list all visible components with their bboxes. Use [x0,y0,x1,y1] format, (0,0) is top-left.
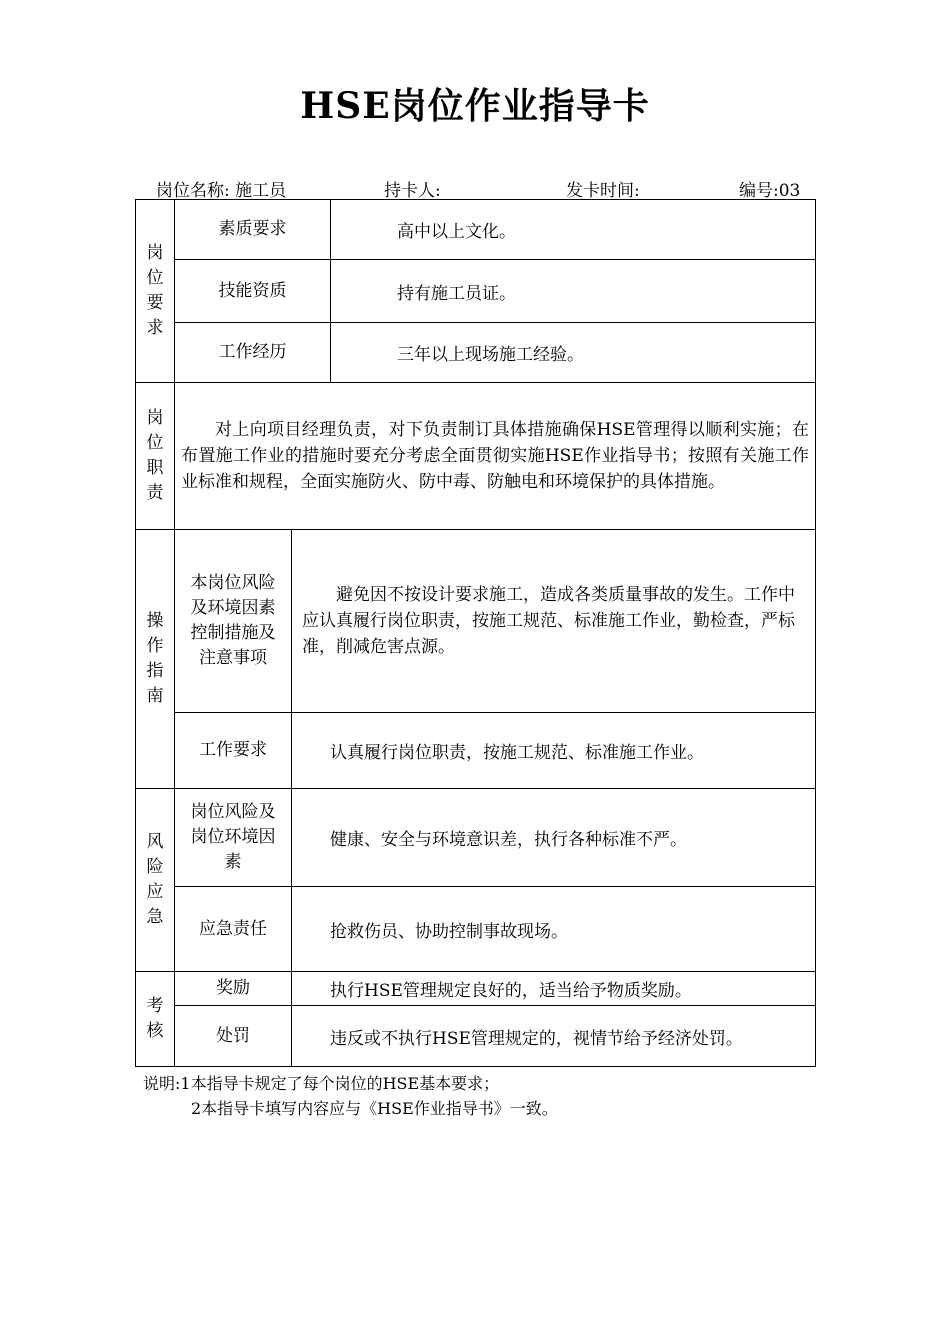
emergency-label: 风 险 应 急 [136,789,175,972]
note-line-2: 2本指导卡填写内容应与《HSE作业指导书》一致。 [191,1099,558,1118]
card-number: 编号:03 [739,181,801,201]
notes [143,1071,558,1121]
experience-value: 三年以上现场施工经验。 [331,323,816,383]
duties-text: 对上向项目经理负责，对下负责制订具体措施确保HSE管理得以顺利实施；在布置施工作业的措施时要充分考虑全面贯彻实施HSE作业指导书；按照有关施工作业标准和规程，全面实施防火、防中毒、防触电和环境保护的具体措施。 [175,383,816,530]
risk-control-label: 本岗位风险 及环境因素 控制措施及 注意事项 [175,530,292,713]
post-name: 岗位名称: 施工员 [156,181,287,201]
work-requirement-label: 工作要求 [175,713,292,789]
card-holder: 持卡人: [384,181,441,201]
post-risk-label: 岗位风险及 岗位环境因 素 [175,789,292,887]
page-title: HSE岗位作业指导卡 [300,85,650,127]
skill-value: 持有施工员证。 [331,260,816,323]
duties-label: 岗 位 职 责 [136,383,175,530]
issue-time: 发卡时间: [566,181,640,201]
reward-text: 执行HSE管理规定良好的，适当给予物质奖励。 [292,972,816,1006]
penalty-label: 处罚 [175,1006,292,1067]
quality-value: 高中以上文化。 [331,200,816,260]
skill-label: 技能资质 [175,260,331,323]
note-line-1: 说明:1本指导卡规定了每个岗位的HSE基本要求； [143,1074,500,1093]
quality-label: 素质要求 [175,200,331,260]
work-requirement-text: 认真履行岗位职责，按施工规范、标准施工作业。 [292,713,816,789]
penalty-text: 违反或不执行HSE管理规定的，视情节给予经济处罚。 [292,1006,816,1067]
emergency-duty-label: 应急责任 [175,887,292,972]
reward-label: 奖励 [175,972,292,1006]
risk-control-text: 避免因不按设计要求施工，造成各类质量事故的发生。工作中应认真履行岗位职责，按施工规范、标准施工作业，勤检查，严标准，削减危害点源。 [292,530,816,713]
guide-card-table [135,199,816,1067]
guide-label: 操 作 指 南 [136,530,175,789]
emergency-duty-text: 抢救伤员、协助控制事故现场。 [292,887,816,972]
post-risk-text: 健康、安全与环境意识差，执行各种标准不严。 [292,789,816,887]
assessment-label: 考 核 [136,972,175,1067]
experience-label: 工作经历 [175,323,331,383]
requirements-label: 岗 位 要 求 [136,200,175,383]
